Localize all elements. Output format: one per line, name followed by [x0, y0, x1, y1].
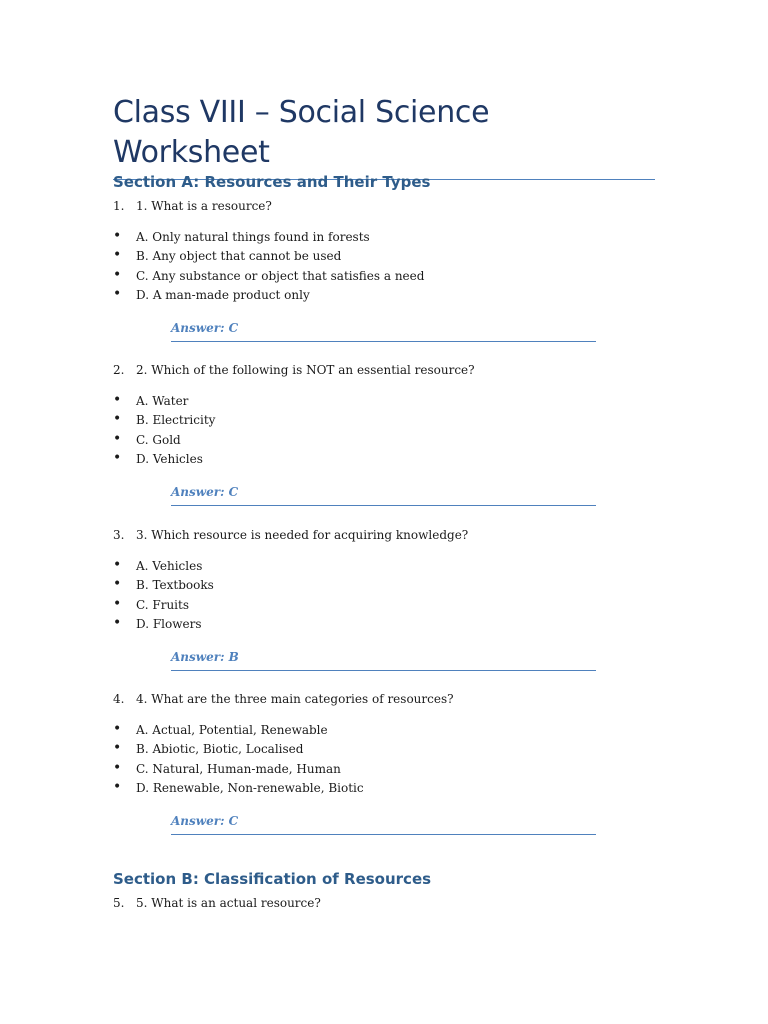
bullet-icon: • — [113, 449, 122, 466]
page-title: Class VIII – Social Science Worksheet — [113, 93, 655, 180]
bullet-icon: • — [113, 595, 122, 612]
question-4 — [113, 691, 454, 707]
bullet-icon: • — [113, 285, 122, 302]
question-2 — [113, 362, 475, 378]
option-c: • C. Fruits — [113, 595, 189, 612]
bullet-icon: • — [113, 614, 122, 631]
bullet-icon: • — [113, 759, 122, 776]
option-d: • D. Renewable, Non-renewable, Biotic — [113, 778, 364, 795]
question-number: 2. — [113, 363, 125, 377]
section-a-heading: Section A: Resources and Their Types — [113, 173, 431, 191]
option-b: • B. Abiotic, Biotic, Localised — [113, 740, 304, 757]
question-number: 5. — [113, 896, 125, 910]
options-list-q1 — [113, 228, 424, 305]
bullet-icon: • — [113, 247, 122, 264]
option-d: • D. Flowers — [113, 614, 202, 631]
question-number: 3. — [113, 528, 125, 542]
question-text: 2. Which of the following is NOT an essential resource? — [136, 363, 475, 377]
bullet-icon: • — [113, 576, 122, 593]
answer-q1: Answer: C — [171, 320, 596, 342]
bullet-icon: • — [113, 266, 122, 283]
question-5 — [113, 895, 321, 911]
option-a: • A. Only natural things found in forests — [113, 228, 370, 244]
option-b: • B. Textbooks — [113, 576, 214, 593]
bullet-icon: • — [113, 778, 122, 795]
question-text: 5. What is an actual resource? — [136, 896, 321, 910]
options-list-q3 — [113, 557, 214, 634]
option-a: • A. Water — [113, 392, 189, 408]
option-a: • A. Actual, Potential, Renewable — [113, 721, 328, 737]
question-number: 1. — [113, 199, 125, 213]
question-3 — [113, 527, 468, 543]
bullet-icon: • — [113, 228, 122, 244]
option-a: • A. Vehicles — [113, 557, 203, 573]
option-d: • D. Vehicles — [113, 449, 203, 466]
question-text: 1. What is a resource? — [136, 199, 272, 213]
option-d: • D. A man-made product only — [113, 285, 310, 302]
bullet-icon: • — [113, 557, 122, 573]
options-list-q4 — [113, 721, 364, 798]
option-b: • B. Electricity — [113, 411, 216, 428]
bullet-icon: • — [113, 411, 122, 428]
options-list-q2 — [113, 392, 215, 469]
option-b: • B. Any object that cannot be used — [113, 247, 342, 264]
question-text: 3. Which resource is needed for acquiring knowledge? — [136, 528, 469, 542]
bullet-icon: • — [113, 430, 122, 447]
question-1 — [113, 198, 272, 214]
bullet-icon: • — [113, 721, 122, 737]
answer-q4: Answer: C — [171, 813, 596, 835]
bullet-icon: • — [113, 392, 122, 408]
answer-q2: Answer: C — [171, 484, 596, 506]
option-c: • C. Gold — [113, 430, 181, 447]
question-text: 4. What are the three main categories of resources? — [136, 692, 454, 706]
question-number: 4. — [113, 692, 125, 706]
option-c: • C. Any substance or object that satisfies a need — [113, 266, 425, 283]
bullet-icon: • — [113, 740, 122, 757]
answer-q3: Answer: B — [171, 649, 596, 671]
option-c: • C. Natural, Human-made, Human — [113, 759, 341, 776]
section-b-heading: Section B: Classification of Resources — [113, 870, 432, 888]
